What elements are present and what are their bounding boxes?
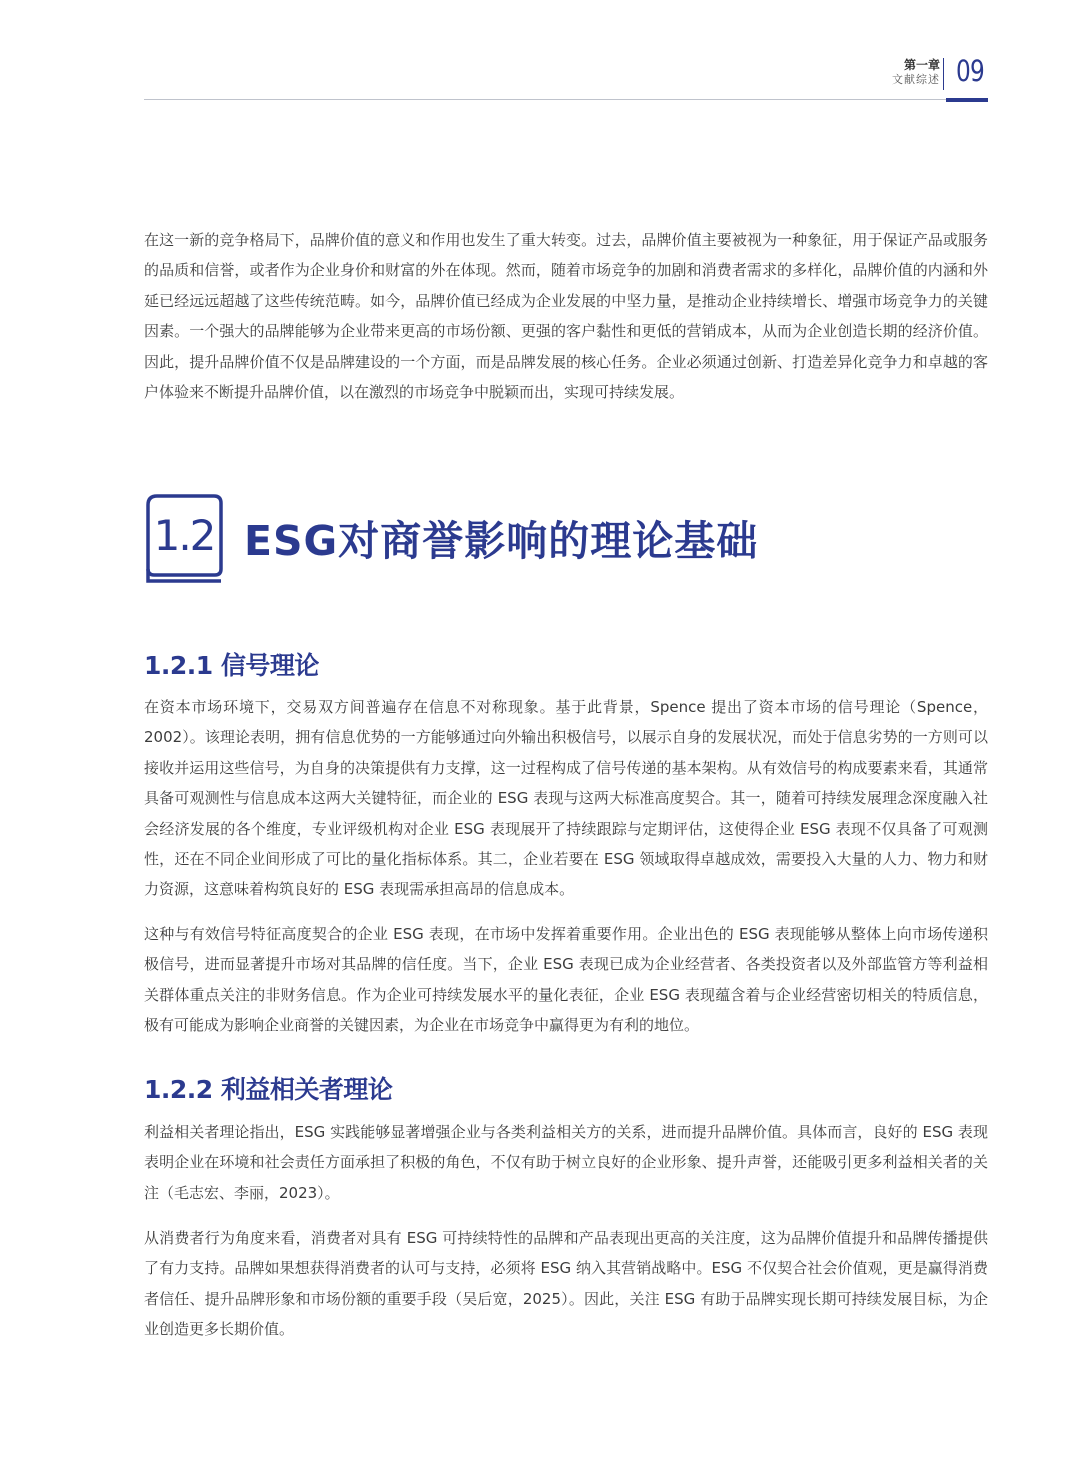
subsection-2-paragraph-2: 从消费者行为角度来看，消费者对具有 ESG 可持续特性的品牌和产品表现出更高的关注度，这为品牌价值提升和品牌传播提供了有力支持。品牌如果想获得消费者的认可与支持，必须将 ESG 纳入其营销战略中。ESG 不仅契合社会价值观，更是赢得消费者信任、提升品牌形象和市场份额的重要手段（吴后宽，2025）。因此，关注 ESG 有助于品牌实现长期可持续发展目标，为企业创造更多长期价值。 — [144, 1229, 988, 1339]
header-divider — [943, 58, 944, 90]
chapter-section-name: 文献综述 — [892, 73, 940, 86]
subsection-1-paragraph-2: 这种与有效信号特征高度契合的企业 ESG 表现，在市场中发挥着重要作用。企业出色的 ESG 表现能够从整体上向市场传递积极信号，进而显著提升市场对其品牌的信任度。当下，企业 ESG 表现已成为企业经营者、各类投资者以及外部监管方等利益相关群体重点关注的非财务信息。作为企业可持续发展水平的量化表征，企业 ESG 表现蕴含着与企业经营密切相关的特质信息，极有可能成为影响企业商誉的关键因素，为企业在市场竞争中赢得更为有利的地位。 — [144, 925, 988, 1035]
page-number: 09 — [956, 54, 984, 88]
header-accent-bar — [946, 98, 988, 102]
header-rule — [144, 99, 988, 100]
subsection-1-heading: 1.2.1 信号理论 — [144, 651, 319, 680]
section-number-badge — [144, 493, 224, 585]
chapter-label — [892, 58, 940, 87]
subsection-2-heading: 1.2.2 利益相关者理论 — [144, 1075, 393, 1104]
page-header — [144, 56, 988, 102]
chapter-title: 第一章 — [903, 58, 940, 72]
subsection-1-paragraph-1: 在资本市场环境下，交易双方间普遍存在信息不对称现象。基于此背景，Spence 提出了资本市场的信号理论（Spence，2002）。该理论表明，拥有信息优势的一方能够通过向外输出积极信号，以展示自身的发展状况，而处于信息劣势的一方则可以接收并运用这些信号，为自身的决策提供有力支撑，这一过程构成了信号传递的基本架构。从有效信号的构成要素来看，其通常具备可观测性与信息成本这两大关键特征，而企业的 ESG 表现与这两大标准高度契合。其一，随着可持续发展理念深度融入社会经济发展的各个维度，专业评级机构对企业 ESG 表现展开了持续跟踪与定期评估，这使得企业 ESG 表现不仅具备了可观测性，还在不同企业间形成了可比的量化指标体系。其二，企业若要在 ESG 领域取得卓越成效，需要投入大量的人力、物力和财力资源，这意味着构筑良好的 ESG 表现需承担高昂的信息成本。 — [144, 698, 988, 899]
intro-paragraph: 在这一新的竞争格局下，品牌价值的意义和作用也发生了重大转变。过去，品牌价值主要被视为一种象征，用于保证产品或服务的品质和信誉，或者作为企业身价和财富的外在体现。然而，随着市场竞争的加剧和消费者需求的多样化，品牌价值的内涵和外延已经远远超越了这些传统范畴。如今，品牌价值已经成为企业发展的中坚力量，是推动企业持续增长、增强市场竞争力的关键因素。一个强大的品牌能够为企业带来更高的市场份额、更强的客户黏性和更低的营销成本，从而为企业创造长期的经济价值。因此，提升品牌价值不仅是品牌建设的一个方面，而是品牌发展的核心任务。企业必须通过创新、打造差异化竞争力和卓越的客户体验来不断提升品牌价值，以在激烈的市场竞争中脱颖而出，实现可持续发展。 — [144, 231, 988, 402]
subsection-2-paragraph-1: 利益相关者理论指出，ESG 实践能够显著增强企业与各类利益相关方的关系，进而提升品牌价值。具体而言，良好的 ESG 表现表明企业在环境和社会责任方面承担了积极的角色，不仅有助于树立良好的企业形象、提升声誉，还能吸引更多利益相关者的关注（毛志宏、李丽，2023）。 — [144, 1123, 988, 1202]
section-title: ESG对商誉影响的理论基础 — [244, 517, 759, 565]
section-number: 1.2 — [153, 511, 215, 560]
